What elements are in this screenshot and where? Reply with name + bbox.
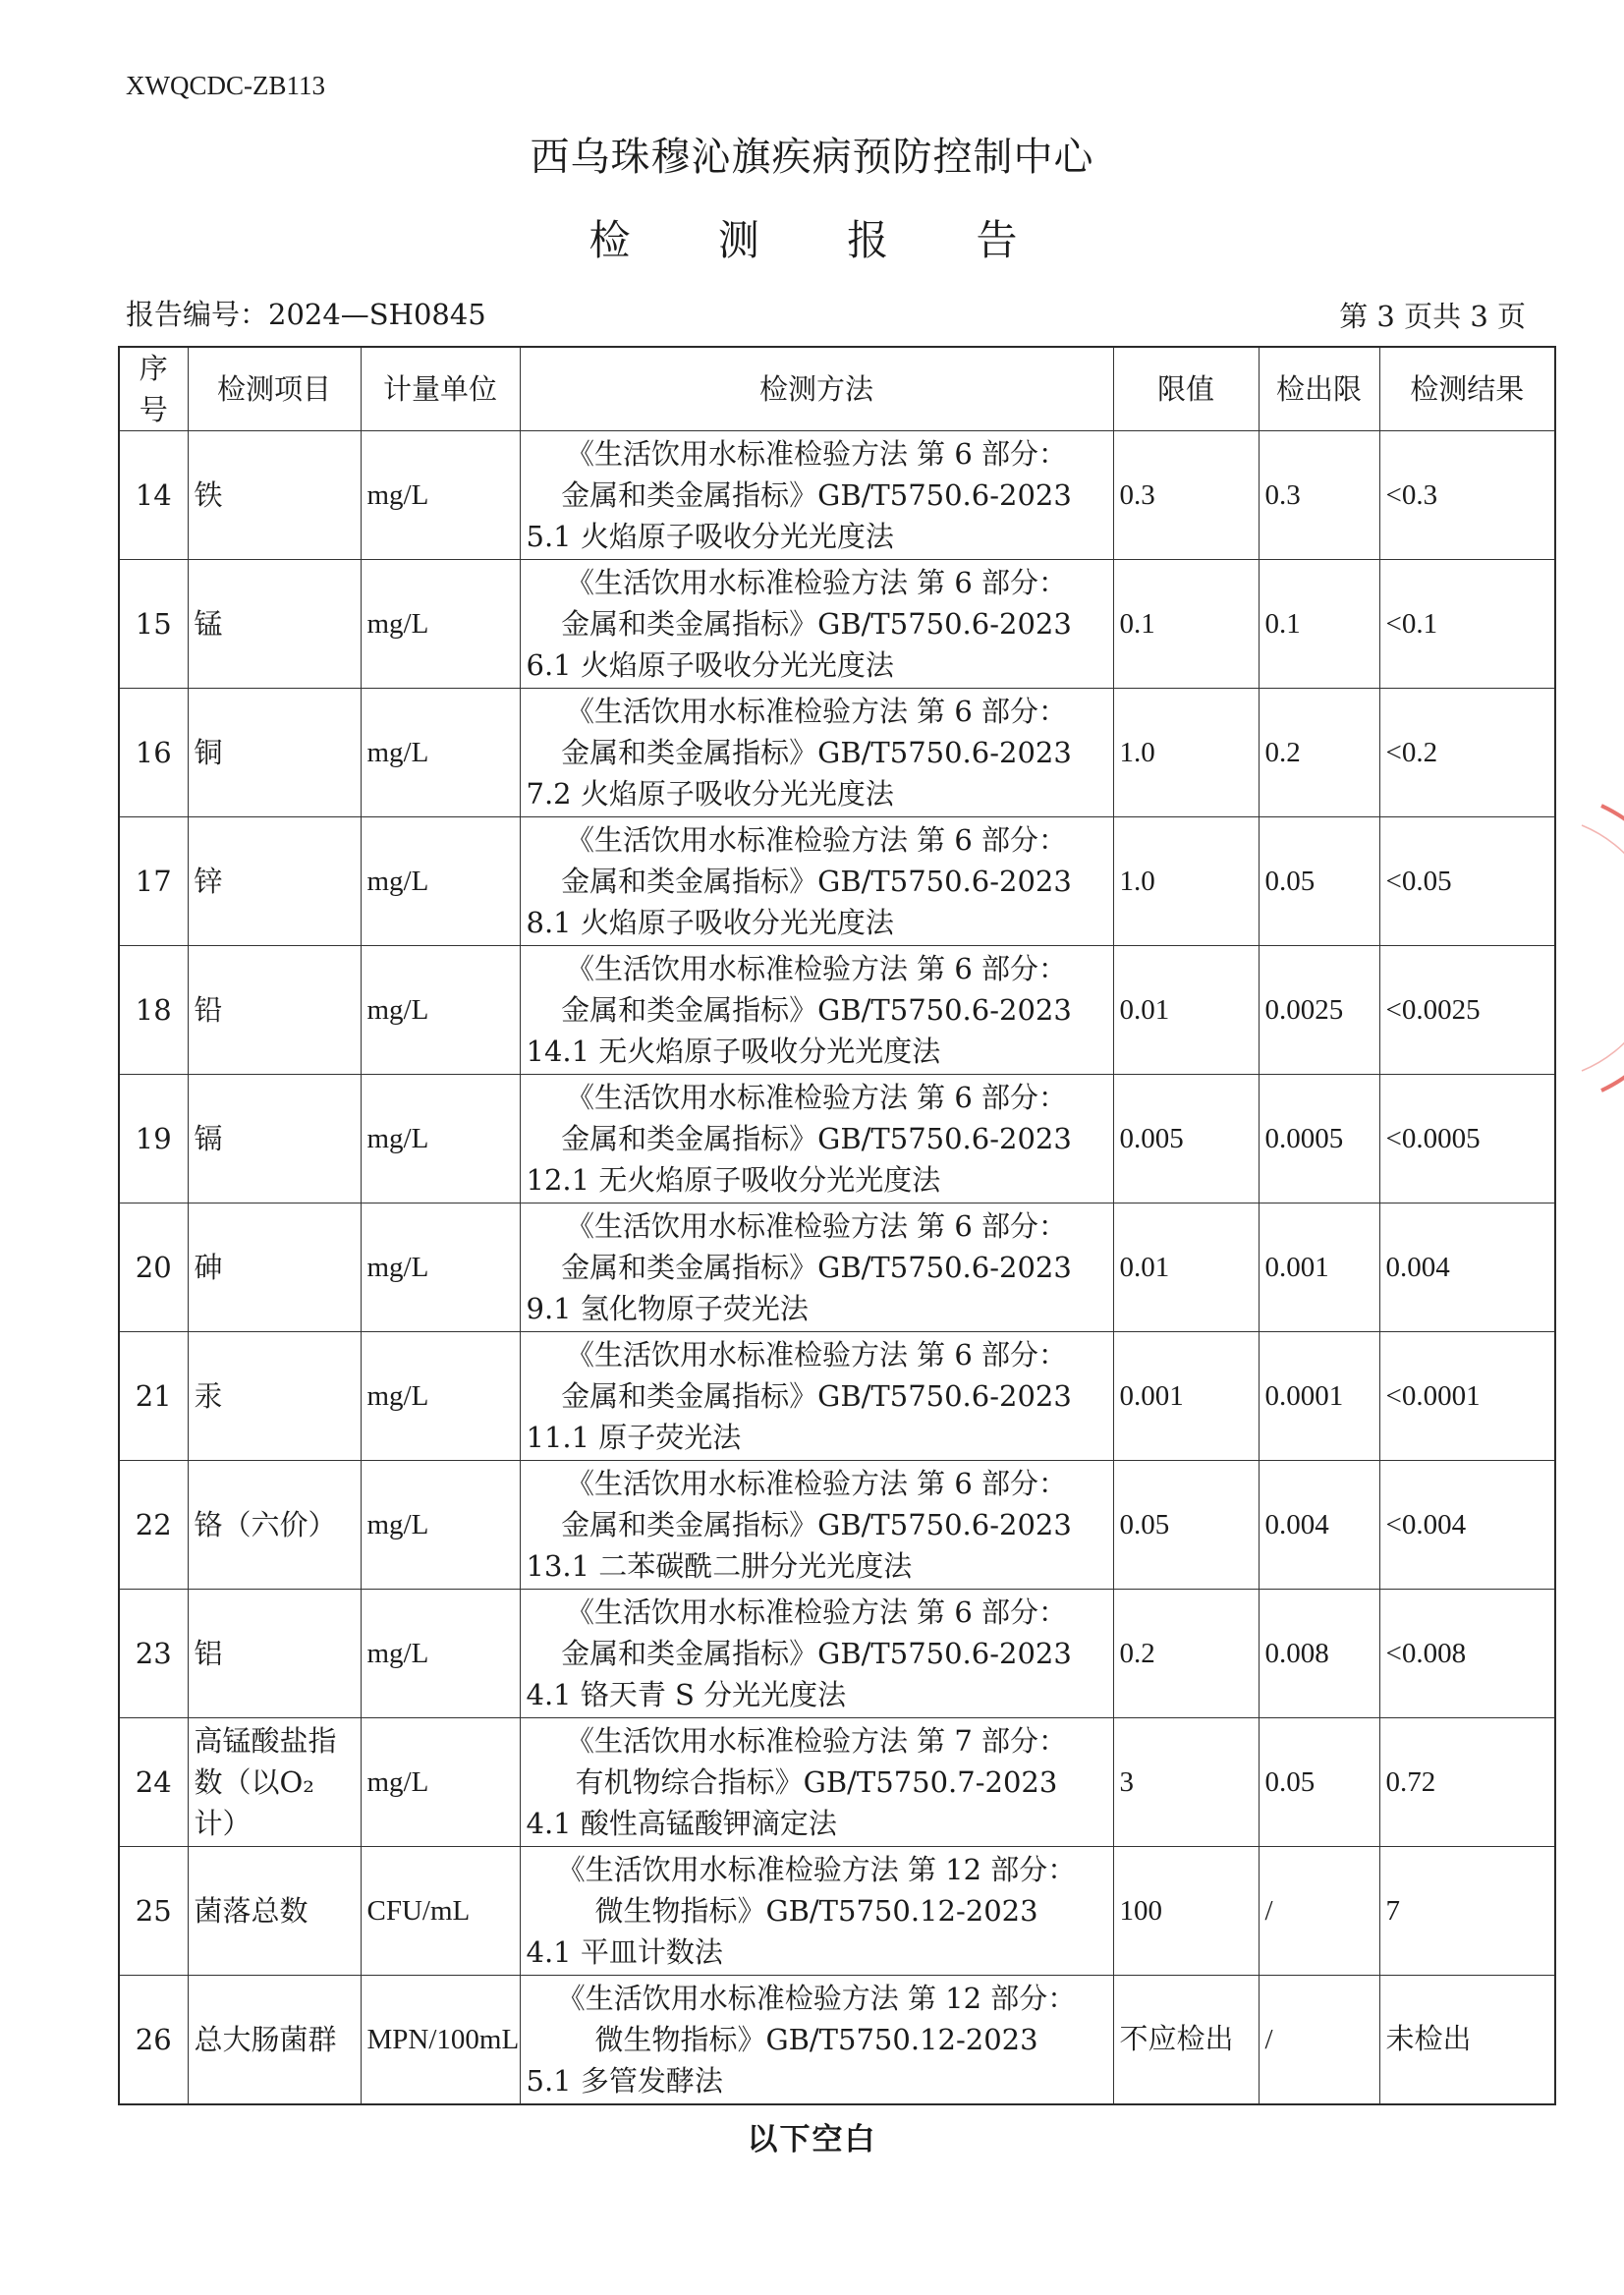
cell-item: 锌 <box>188 817 361 946</box>
blank-below-note: 以下空白 <box>747 2122 877 2157</box>
cell-result: <0.0001 <box>1379 1332 1555 1461</box>
results-table <box>118 346 1556 2105</box>
method-line: 6.1 火焰原子吸收分光光度法 <box>526 648 894 683</box>
cell-no: 23 <box>119 1590 188 1718</box>
cell-limit: 0.01 <box>1113 946 1259 1075</box>
method-line: 14.1 无火焰原子吸收分光光度法 <box>526 1035 941 1069</box>
cell-result: <0.0025 <box>1379 946 1555 1075</box>
cell-item: 铜 <box>188 689 361 817</box>
cell-no: 16 <box>119 689 188 817</box>
table-row <box>119 1203 1555 1332</box>
cell-no: 19 <box>119 1075 188 1203</box>
table-body <box>119 431 1555 2105</box>
cell-no: 15 <box>119 560 188 689</box>
table-header-row <box>119 347 1555 431</box>
cell-result: <0.3 <box>1379 431 1555 560</box>
method-line: 金属和类金属指标》GB/T5750.6-2023 <box>561 736 1072 770</box>
cell-method <box>520 1203 1113 1332</box>
table-row <box>119 1332 1555 1461</box>
cell-method <box>520 1847 1113 1976</box>
cell-method <box>520 1461 1113 1590</box>
method-line: 《生活饮用水标准检验方法 第 6 部分： <box>565 566 1068 600</box>
cell-method <box>520 817 1113 946</box>
cell-method <box>520 1976 1113 2105</box>
cell-no: 22 <box>119 1461 188 1590</box>
cell-item: 汞 <box>188 1332 361 1461</box>
method-line: 《生活饮用水标准检验方法 第 12 部分： <box>556 1853 1077 1887</box>
method-line: 金属和类金属指标》GB/T5750.6-2023 <box>561 1637 1072 1671</box>
cell-item: 铬（六价） <box>188 1461 361 1590</box>
document-code: XWQCDC-ZB113 <box>126 71 325 100</box>
cell-detection-limit: 0.1 <box>1259 560 1379 689</box>
cell-no: 14 <box>119 431 188 560</box>
cell-detection-limit: / <box>1259 1847 1379 1976</box>
cell-method <box>520 1075 1113 1203</box>
method-line: 12.1 无火焰原子吸收分光光度法 <box>526 1163 941 1198</box>
cell-no: 24 <box>119 1718 188 1847</box>
header-limit: 限值 <box>1113 347 1259 431</box>
cell-unit: CFU/mL <box>361 1847 520 1976</box>
cell-limit: 0.3 <box>1113 431 1259 560</box>
cell-result: <0.004 <box>1379 1461 1555 1590</box>
method-line: 4.1 酸性高锰酸钾滴定法 <box>526 1807 837 1841</box>
cell-limit: 1.0 <box>1113 817 1259 946</box>
table-row <box>119 1976 1555 2105</box>
cell-result: 未检出 <box>1379 1976 1555 2105</box>
cell-item: 铝 <box>188 1590 361 1718</box>
method-line: 4.1 平皿计数法 <box>526 1935 723 1970</box>
method-line: 《生活饮用水标准检验方法 第 12 部分： <box>556 1982 1077 2016</box>
method-line: 5.1 多管发酵法 <box>526 2064 723 2099</box>
cell-method <box>520 1332 1113 1461</box>
organization-title: 西乌珠穆沁旗疾病预防控制中心 <box>530 135 1094 180</box>
cell-item: 高锰酸盐指数（以O₂计） <box>188 1718 361 1847</box>
method-line: 《生活饮用水标准检验方法 第 6 部分： <box>565 952 1068 986</box>
cell-result: 0.004 <box>1379 1203 1555 1332</box>
method-line: 《生活饮用水标准检验方法 第 6 部分： <box>565 1081 1068 1115</box>
cell-item: 铁 <box>188 431 361 560</box>
cell-no: 25 <box>119 1847 188 1976</box>
table-row <box>119 1461 1555 1590</box>
cell-detection-limit: 0.05 <box>1259 1718 1379 1847</box>
cell-unit: mg/L <box>361 946 520 1075</box>
table-row <box>119 1847 1555 1976</box>
cell-detection-limit: 0.05 <box>1259 817 1379 946</box>
table-row <box>119 1590 1555 1718</box>
cell-item: 总大肠菌群 <box>188 1976 361 2105</box>
cell-limit: 0.001 <box>1113 1332 1259 1461</box>
cell-no: 18 <box>119 946 188 1075</box>
cell-unit: mg/L <box>361 560 520 689</box>
header-method: 检测方法 <box>520 347 1113 431</box>
cell-item: 砷 <box>188 1203 361 1332</box>
cell-unit: mg/L <box>361 817 520 946</box>
method-line: 金属和类金属指标》GB/T5750.6-2023 <box>561 1508 1072 1542</box>
cell-limit: 0.01 <box>1113 1203 1259 1332</box>
cell-no: 21 <box>119 1332 188 1461</box>
method-line: 《生活饮用水标准检验方法 第 6 部分： <box>565 1595 1068 1630</box>
table-row <box>119 689 1555 817</box>
header-item: 检测项目 <box>188 347 361 431</box>
table-row <box>119 817 1555 946</box>
method-line: 金属和类金属指标》GB/T5750.6-2023 <box>561 993 1072 1028</box>
cell-method <box>520 946 1113 1075</box>
header-result: 检测结果 <box>1379 347 1555 431</box>
cell-unit: mg/L <box>361 1718 520 1847</box>
method-line: 《生活饮用水标准检验方法 第 6 部分： <box>565 695 1068 729</box>
table-row <box>119 1718 1555 1847</box>
method-line: 金属和类金属指标》GB/T5750.6-2023 <box>561 1251 1072 1285</box>
table-row <box>119 560 1555 689</box>
cell-limit: 不应检出 <box>1113 1976 1259 2105</box>
method-line: 5.1 火焰原子吸收分光光度法 <box>526 520 894 554</box>
cell-result: <0.2 <box>1379 689 1555 817</box>
cell-detection-limit: / <box>1259 1976 1379 2105</box>
cell-method <box>520 1590 1113 1718</box>
cell-limit: 0.05 <box>1113 1461 1259 1590</box>
cell-no: 20 <box>119 1203 188 1332</box>
cell-unit: mg/L <box>361 1075 520 1203</box>
cell-unit: mg/L <box>361 1461 520 1590</box>
cell-detection-limit: 0.0001 <box>1259 1332 1379 1461</box>
cell-limit: 100 <box>1113 1847 1259 1976</box>
method-line: 金属和类金属指标》GB/T5750.6-2023 <box>561 1122 1072 1156</box>
cell-result: <0.05 <box>1379 817 1555 946</box>
table-row <box>119 1075 1555 1203</box>
cell-method <box>520 431 1113 560</box>
cell-detection-limit: 0.3 <box>1259 431 1379 560</box>
cell-detection-limit: 0.2 <box>1259 689 1379 817</box>
header-detection-limit: 检出限 <box>1259 347 1379 431</box>
cell-unit: mg/L <box>361 1590 520 1718</box>
cell-method <box>520 1718 1113 1847</box>
cell-result: <0.008 <box>1379 1590 1555 1718</box>
method-line: 《生活饮用水标准检验方法 第 6 部分： <box>565 437 1068 472</box>
method-line: 11.1 原子荧光法 <box>526 1421 742 1455</box>
cell-item: 镉 <box>188 1075 361 1203</box>
report-number: 报告编号：2024—SH0845 <box>126 298 486 331</box>
cell-detection-limit: 0.0005 <box>1259 1075 1379 1203</box>
cell-result: <0.0005 <box>1379 1075 1555 1203</box>
table-row <box>119 431 1555 560</box>
method-line: 金属和类金属指标》GB/T5750.6-2023 <box>561 607 1072 642</box>
cell-method <box>520 560 1113 689</box>
cell-limit: 1.0 <box>1113 689 1259 817</box>
method-line: 《生活饮用水标准检验方法 第 6 部分： <box>565 1209 1068 1244</box>
cell-result: <0.1 <box>1379 560 1555 689</box>
method-line: 《生活饮用水标准检验方法 第 6 部分： <box>565 1467 1068 1501</box>
method-line: 9.1 氢化物原子荧光法 <box>526 1292 809 1326</box>
cell-unit: mg/L <box>361 689 520 817</box>
cell-limit: 0.005 <box>1113 1075 1259 1203</box>
header-no: 序号 <box>119 347 188 431</box>
method-line: 13.1 二苯碳酰二肼分光光度法 <box>526 1549 913 1584</box>
cell-limit: 3 <box>1113 1718 1259 1847</box>
method-line: 微生物指标》GB/T5750.12-2023 <box>594 1894 1038 1929</box>
method-line: 微生物指标》GB/T5750.12-2023 <box>594 2023 1038 2057</box>
cell-result: 0.72 <box>1379 1718 1555 1847</box>
page-info: 第 3 页共 3 页 <box>1339 300 1526 333</box>
header-unit: 计量单位 <box>361 347 520 431</box>
cell-limit: 0.2 <box>1113 1590 1259 1718</box>
cell-item: 铅 <box>188 946 361 1075</box>
cell-item: 菌落总数 <box>188 1847 361 1976</box>
cell-limit: 0.1 <box>1113 560 1259 689</box>
method-line: 8.1 火焰原子吸收分光光度法 <box>526 906 894 940</box>
method-line: 4.1 铬天青 S 分光光度法 <box>526 1678 847 1712</box>
method-line: 金属和类金属指标》GB/T5750.6-2023 <box>561 1379 1072 1414</box>
cell-unit: mg/L <box>361 1332 520 1461</box>
cell-no: 26 <box>119 1976 188 2105</box>
cell-result: 7 <box>1379 1847 1555 1976</box>
cell-unit: mg/L <box>361 431 520 560</box>
cell-unit: mg/L <box>361 1203 520 1332</box>
method-line: 金属和类金属指标》GB/T5750.6-2023 <box>561 865 1072 899</box>
cell-item: 锰 <box>188 560 361 689</box>
cell-detection-limit: 0.008 <box>1259 1590 1379 1718</box>
table-row <box>119 946 1555 1075</box>
method-line: 《生活饮用水标准检验方法 第 6 部分： <box>565 823 1068 858</box>
cell-detection-limit: 0.001 <box>1259 1203 1379 1332</box>
method-line: 7.2 火焰原子吸收分光光度法 <box>526 777 894 812</box>
cell-detection-limit: 0.004 <box>1259 1461 1379 1590</box>
cell-method <box>520 689 1113 817</box>
method-line: 《生活饮用水标准检验方法 第 7 部分： <box>565 1724 1068 1759</box>
cell-unit: MPN/100mL <box>361 1976 520 2105</box>
report-title: 检 测 报 告 <box>588 216 1055 264</box>
method-line: 《生活饮用水标准检验方法 第 6 部分： <box>565 1338 1068 1372</box>
method-line: 有机物综合指标》GB/T5750.7-2023 <box>575 1765 1058 1800</box>
cell-no: 17 <box>119 817 188 946</box>
cell-detection-limit: 0.0025 <box>1259 946 1379 1075</box>
method-line: 金属和类金属指标》GB/T5750.6-2023 <box>561 478 1072 513</box>
